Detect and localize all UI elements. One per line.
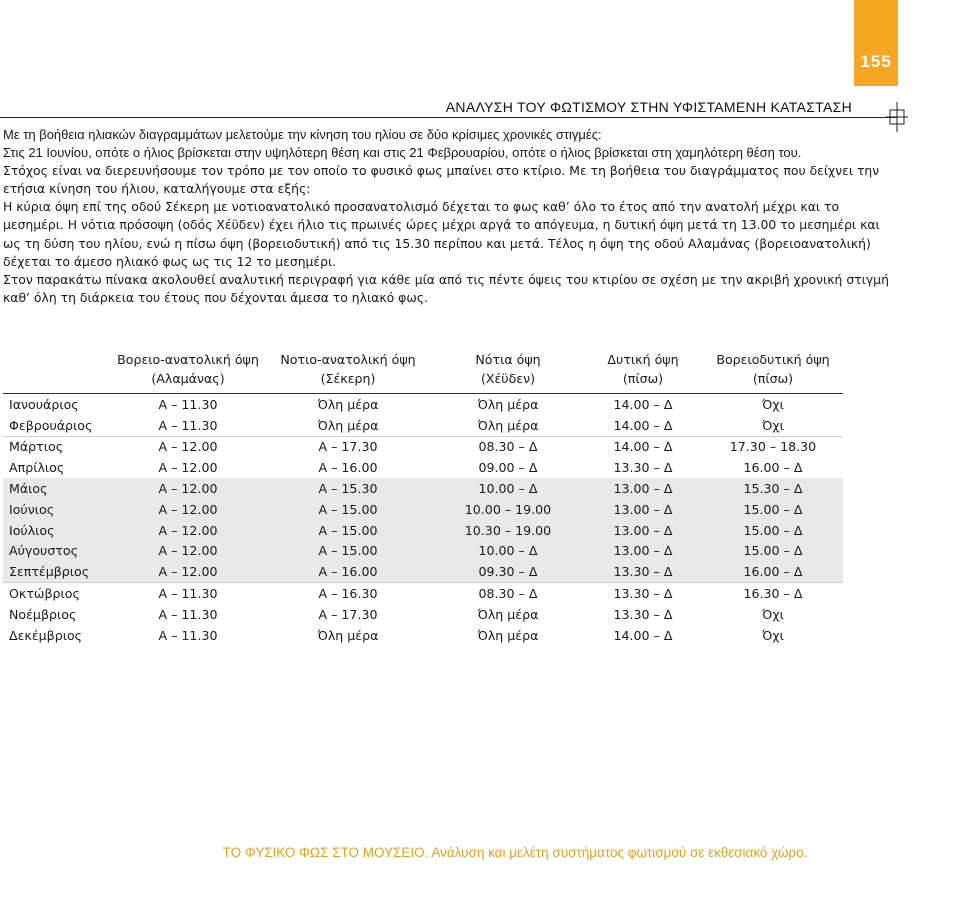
time-range-cell: 17.30 – 18.30	[729, 439, 817, 455]
time-range-cell: 15.00 – Δ	[703, 499, 843, 520]
table-row	[3, 436, 843, 457]
column-header	[433, 350, 583, 394]
time-range-cell: 14.00 – Δ	[613, 396, 673, 412]
table-body	[3, 394, 843, 646]
month-cell: Σεπτέμβριος	[3, 561, 113, 582]
sunlight-table	[3, 350, 843, 646]
time-range-cell: Όλη μέρα	[317, 396, 379, 412]
column-header	[703, 350, 843, 394]
time-range-cell: 10.00 – Δ	[433, 478, 583, 499]
time-range-cell: Όλη μέρα	[477, 396, 539, 412]
month-cell: Δεκέμβριος	[9, 627, 83, 643]
time-range-cell: 10.30 – 19.00	[433, 520, 583, 541]
time-range-cell: Α – 16.00	[263, 561, 433, 582]
time-range-cell: Α – 12.00	[113, 541, 263, 562]
column-header-subtitle: (πίσω)	[752, 371, 794, 386]
time-range-cell: 16.30 – Δ	[743, 586, 803, 602]
time-range-cell: 13.30 – Δ	[613, 606, 673, 622]
column-header-subtitle: (πίσω)	[622, 371, 664, 386]
month-cell: Φεβρουάριος	[3, 415, 113, 436]
column-header-title: Δυτική όψη	[607, 352, 679, 367]
time-range-cell: 13.30 – Δ	[613, 586, 673, 602]
time-range-cell: 08.30 – Δ	[478, 439, 538, 455]
column-header-title: Νοτιο-ανατολική όψη	[280, 352, 416, 367]
sunlight-table-wrap	[3, 350, 843, 646]
month-cell: Μάιος	[3, 478, 113, 499]
time-range-cell: 14.00 – Δ	[613, 627, 673, 643]
page-number-tab	[854, 0, 898, 86]
month-cell: Ιούνιος	[3, 499, 113, 520]
time-range-cell: Α – 15.30	[263, 478, 433, 499]
month-cell: Νοέμβριος	[9, 606, 77, 622]
page-number: 155	[860, 52, 892, 71]
footer-text: ΤΟ ΦΥΣΙΚΟ ΦΩΣ ΣΤΟ ΜΟΥΣΕΙΟ. Ανάλυση και μελέτη συστήματος φωτισμού σε εκθεσιακό χώρο.	[222, 845, 808, 860]
paragraph-table-intro: Στον παρακάτω πίνακα ακολουθεί αναλυτική περιγραφή για κάθε μία από τις πέντε όψεις του κτιρίου σε σχέση με την ακριβή χρονική στιγμή καθ’ όλη τη διάρκεια του έτους που δέχονται άμεσα το ηλιακό φως.	[3, 271, 889, 305]
time-range-cell: Όλη μέρα	[433, 415, 583, 436]
time-range-cell: 15.00 – Δ	[703, 520, 843, 541]
time-range-cell: Α – 11.30	[158, 606, 218, 622]
month-cell: Ιανουάριος	[9, 396, 79, 412]
paragraph-facades: Η κύρια όψη επί της οδού Σέκερη με νοτιοανατολικό προσανατολισμό δέχεται το φως καθ’ όλο το έτος από την ανατολή μέχρι και το μεσημέρι. Η νότια πρόσοψη (οδός Χέϋδεν) έχει ήλιο τις πρωινές ώρες μέχρι αργά το απόγευμα, η δυτική όψη μετά τη 13.00 το μεσημέρι και ως τη δύση του ηλίου, ενώ η πίσω όψη (βορειοδυτική) από τις 15.30 περίπου και μετά. Τέλος η όψη της οδού Αλαμάνας (βορειοανατολική) δέχεται το άμεσο ηλιακό φως ως τις 12 το μεσημέρι.	[3, 199, 880, 269]
time-range-cell: Όχι	[703, 415, 843, 436]
time-range-cell: 14.00 – Δ	[613, 439, 673, 455]
time-range-cell: 13.00 – Δ	[583, 499, 703, 520]
time-range-cell: 15.00 – Δ	[703, 541, 843, 562]
table-row	[3, 541, 843, 562]
time-range-cell: Α – 12.00	[113, 499, 263, 520]
column-header-subtitle: (Χέϋδεν)	[480, 371, 536, 386]
time-range-cell: 14.00 – Δ	[583, 415, 703, 436]
column-header-subtitle: (Αλαμάνας)	[151, 371, 225, 386]
column-header-subtitle: (Σέκερη)	[320, 371, 376, 386]
time-range-cell: 09.00 – Δ	[478, 460, 538, 476]
month-cell: Αύγουστος	[3, 541, 113, 562]
time-range-cell: Α – 16.00	[318, 460, 378, 476]
time-range-cell: 16.00 – Δ	[703, 561, 843, 582]
time-range-cell: Όχι	[762, 627, 784, 643]
paragraph-goal: Στόχος είναι να διερευνήσουμε τον τρόπο με τον οποίο το φυσικό φως μπαίνει στο κτίριο. Με τη βοήθεια του διαγράμματος που δείχνει την ετήσια κίνηση του ήλιου, καταλήγουμε στα εξής:	[3, 163, 880, 197]
time-range-cell: Α – 15.00	[263, 520, 433, 541]
table-row	[3, 415, 843, 436]
time-range-cell: 10.00 – Δ	[433, 541, 583, 562]
table-row	[3, 478, 843, 499]
table-row	[3, 625, 843, 646]
section-header-title: ΑΝΑΛΥΣΗ ΤΟΥ ΦΩΤΙΣΜΟΥ ΣΤΗΝ ΥΦΙΣΤΑΜΕΝΗ ΚΑΤΑΣΤΑΣΗ	[445, 99, 852, 115]
paragraph-intro: Με τη βοήθεια ηλιακών διαγραμμάτων μελετούμε την κίνηση του ηλίου σε δύο κρίσιμες χρονικές στιγμές:	[3, 127, 602, 142]
time-range-cell: Α – 11.30	[158, 396, 218, 412]
time-range-cell: 13.00 – Δ	[583, 478, 703, 499]
paragraph-dates: Στις 21 Ιουνίου, οπότε ο ήλιος βρίσκεται στην υψηλότερη θέση και στις 21 Φεβρουαρίου, οπότε ο ήλιος βρίσκεται στη χαμηλότερη θέση του.	[3, 145, 802, 161]
time-range-cell: Α – 11.30	[158, 627, 218, 643]
time-range-cell: Α – 11.30	[158, 586, 218, 602]
body-text	[3, 126, 897, 307]
time-range-cell: Α – 17.30	[318, 439, 378, 455]
table-row	[3, 520, 843, 541]
time-range-cell: Όλη μέρα	[477, 627, 539, 643]
table-row	[3, 499, 843, 520]
time-range-cell: 13.00 – Δ	[583, 520, 703, 541]
time-range-cell: Α – 16.30	[318, 586, 378, 602]
time-range-cell: Όλη μέρα	[263, 415, 433, 436]
time-range-cell: Όχι	[762, 606, 784, 622]
month-cell: Ιούλιος	[3, 520, 113, 541]
column-header	[263, 350, 433, 394]
time-range-cell: Όχι	[762, 396, 784, 412]
column-header-title: Νότια όψη	[475, 352, 541, 367]
table-row	[3, 457, 843, 478]
table-header	[3, 350, 843, 394]
column-header	[113, 350, 263, 394]
time-range-cell: Α – 17.30	[318, 606, 378, 622]
column-header-title: Βορειοδυτική όψη	[716, 352, 830, 367]
time-range-cell: Α – 12.00	[113, 561, 263, 582]
column-header	[3, 350, 113, 394]
column-header-title: Βορειο-ανατολική όψη	[117, 352, 259, 367]
month-cell: Απρίλιος	[9, 460, 65, 476]
time-range-cell: Α – 12.00	[158, 460, 218, 476]
month-cell: Οκτώβριος	[9, 586, 80, 602]
time-range-cell: Α – 15.00	[263, 499, 433, 520]
table-row	[3, 583, 843, 604]
header-rule	[0, 117, 897, 118]
time-range-cell: Όλη μέρα	[477, 606, 539, 622]
column-header	[583, 350, 703, 394]
time-range-cell: Α – 12.00	[113, 520, 263, 541]
time-range-cell: Α – 11.30	[113, 415, 263, 436]
table-row	[3, 561, 843, 582]
time-range-cell: 10.00 – 19.00	[433, 499, 583, 520]
time-range-cell: Α – 12.00	[113, 478, 263, 499]
time-range-cell: Όλη μέρα	[317, 627, 379, 643]
time-range-cell: 13.30 – Δ	[583, 561, 703, 582]
time-range-cell: 16.00 – Δ	[743, 460, 803, 476]
table-row	[3, 394, 843, 415]
time-range-cell: 09.30 – Δ	[433, 561, 583, 582]
time-range-cell: Α – 15.00	[263, 541, 433, 562]
time-range-cell: 08.30 – Δ	[478, 586, 538, 602]
month-cell: Μάρτιος	[9, 439, 64, 455]
time-range-cell: 13.30 – Δ	[613, 460, 673, 476]
time-range-cell: 15.30 – Δ	[703, 478, 843, 499]
time-range-cell: 13.00 – Δ	[583, 541, 703, 562]
table-row	[3, 604, 843, 625]
time-range-cell: Α – 12.00	[158, 439, 218, 455]
